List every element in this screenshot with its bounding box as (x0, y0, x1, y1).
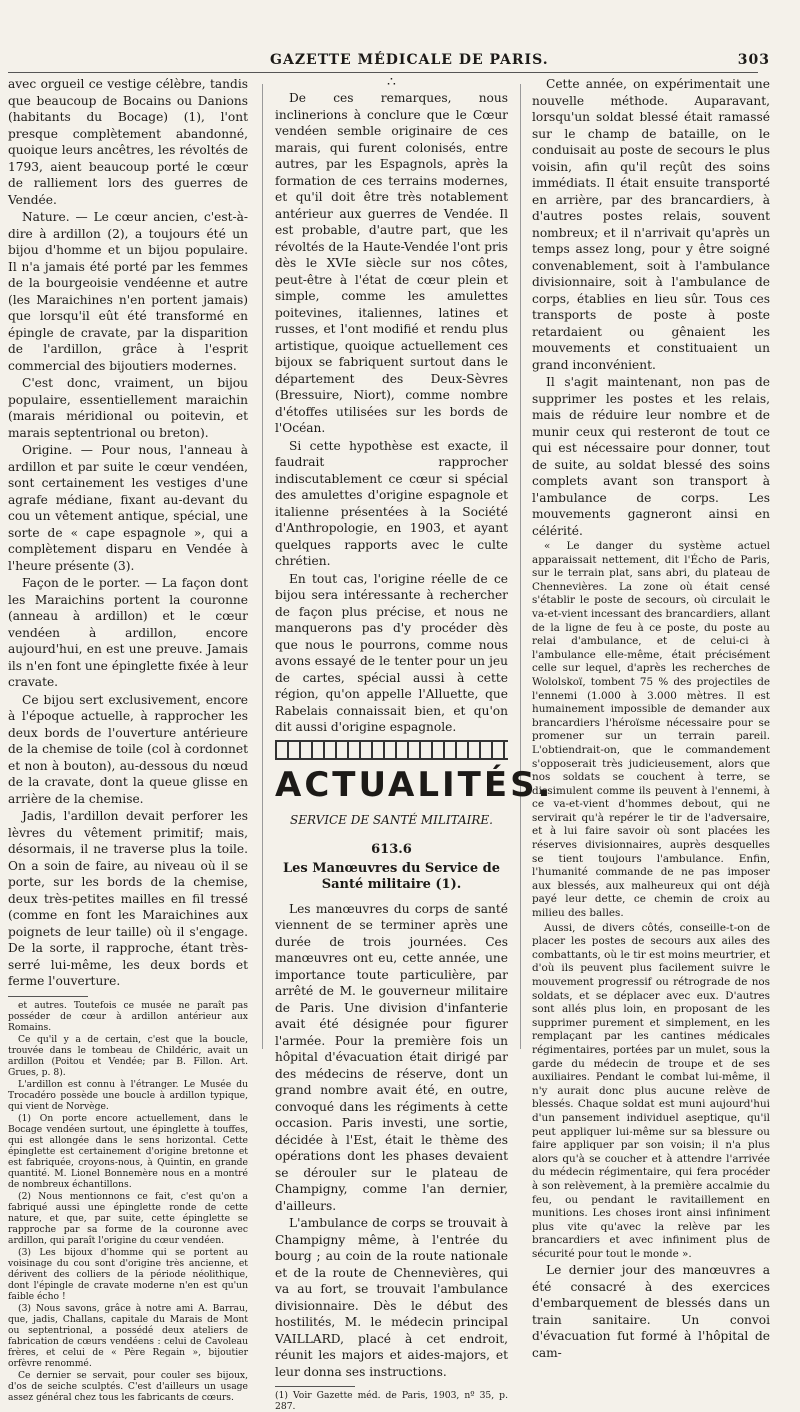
column-left (8, 76, 248, 1404)
quotation-block (532, 540, 770, 1261)
paragraph: Ce bijou sert exclusivement, encore à l'époque actuelle, à rapprocher les deux bords de l'ouverture antérieure de la chemise de toile (col à cordonnet et non à bouton), au-dessous du nœud de la cravate, dont la queue glisse en arrière de la chemise. (8, 692, 248, 806)
journal-title: GAZETTE MÉDICALE DE PARIS. (270, 52, 549, 68)
section-separator-dots: ∴ (387, 74, 396, 90)
column-divider (262, 84, 263, 1049)
section-title: ACTUALITÉS. (275, 764, 554, 805)
paragraph: De ces remarques, nous inclinerions à conclure que le Cœur vendéen semble originaire de ces marais, qui furent colonisés, entre autres, par les Espagnols, après la formation de ces terrains modernes, et qu'il doit être très notablement antérieur aux guerres de Vendée. Il est probable, d'autre part, que les révoltés de la Haute-Vendée l'ont pris dès le XVIe siècle sur nos côtes, peut-être à l'état de cœur plein et simple, comme les amulettes poitevines, italiennes, latines et russes, et l'ont modifié et rendu plus artistique, quoique actuellement ces bijoux se fabriquent surtout dans le département des Deux-Sèvres (Bressuire, Niort), comme nombre d'étoffes utilisées sur les bords de l'Océan. (275, 91, 508, 435)
article-number: 613.6 (371, 842, 412, 857)
footnote: (1) Voir Gazette méd. de Paris, 1903, nº 35, p. 287. (275, 1390, 508, 1412)
footnote: (3) Nous savons, grâce à notre ami A. Barrau, que, jadis, Challans, capitale du Marais de Mont ou septentrional, a possédé deux ateliers de fabrication de cœurs vendéens : celui de Cavoleau frères, et celui de « Père Regain », bijoutier orfèvre renommé. (8, 1302, 248, 1369)
page-number: 303 (737, 52, 770, 68)
footnote: Ce dernier se servait, pour couler ses bijoux, d'os de seiche sculptés. C'est d'ailleurs un usage assez général chez tous les fabricants de cœurs. (8, 1369, 248, 1403)
section-subtitle: SERVICE DE SANTÉ MILITAIRE. (289, 812, 493, 827)
footnote: (2) Nous mentionnons ce fait, c'est qu'on a fabriqué aussi une épinglette ronde de cette nature, et que, par suite, cette épinglette se rapproche par sa forme de la couronne avec ardillon, qui paraît l'origine du cœur vendéen. (8, 1190, 248, 1246)
ornamental-band (275, 740, 508, 760)
paragraph: Jadis, l'ardillon devait perforer les lèvres du vêtement primitif; mais, désormais, il ne traverse plus la toile. On a soin de faire, au niveau où il se porte, sur les bords de la chemise, deux très-petites mailles en fil tressé (comme en font les Maraichines aux poignets de leur taille) où il s'engage. De la sorte, il rapproche, étant très-serré lui-même, les deux bords et ferme l'ouverture. (8, 809, 248, 988)
footnotes (8, 1000, 248, 1403)
paragraph: Cette année, on expérimentait une nouvelle méthode. Auparavant, lorsqu'un soldat blessé était ramassé sur le champ de bataille, on le conduisait au poste de secours le plus voisin, afin qu'il reçût des soins immédiats. Il était ensuite transporté en arrière, par des brancardiers, à d'autres postes relais, souvent nombreux; et il n'arrivait qu'après un temps assez long, pour y être soigné convenablement, soit à l'ambulance divisionnaire, soit à l'ambulance de corps, établies en lieu sûr. Tous ces transports de poste à poste retardaient ou gênaient les mouvements et constituaient un grand inconvénient. (532, 77, 770, 372)
header-rule (8, 72, 758, 73)
paragraph: L'ambulance de corps se trouvait à Champigny même, à l'entrée du bourg ; au coin de la route nationale et de la route de Chennevières, qui va au fort, se trouvait l'ambulance divisionnaire. Dès le début des hostilités, M. le médecin principal VAILLARD, placé à cet endroit, réunit les majors et aides-majors, et leur donna ses instructions. (275, 1216, 508, 1379)
article-title: Les Manœuvres du Service de Santé militaire (1). (283, 860, 500, 892)
paragraph: Façon de le porter. — La façon dont les Maraichins portent la couronne (anneau à ardillon) et le cœur vendéen à ardillon, encore aujourd'hui, en est une preuve. Jamais ils n'en font une épinglette fixée à leur cravate. (8, 576, 248, 689)
paragraph: Origine. — Pour nous, l'anneau à ardillon et par suite le cœur vendéen, sont certainement les vestiges d'une agrafe médiane, fixant au-devant du cou un vêtement antique, spécial, une sorte de « cape espagnole », qui a complètement disparu en Vendée à l'heure présente (3). (8, 443, 248, 573)
running-header (240, 52, 770, 70)
paragraph: Il s'agit maintenant, non pas de supprimer les postes et les relais, mais de réduire leur nombre et de munir ceux qui resteront de tout ce qui est nécessaire pour donner, tout de suite, au soldat blessé des soins complets avant son transport à l'ambulance de corps. Les mouvements gagneront ainsi en célérité. (532, 375, 770, 538)
paragraph: Les manœuvres du corps de santé viennent de se terminer après une durée de trois journées. Ces manœuvres ont eu, cette année, une importance toute particulière, par arrêté de M. le gouverneur militaire de Paris. Une division d'infanterie avait été désignée pour figurer l'armée. Pour la première fois un hôpital d'évacuation était dirigé par des médecins de réserve, dont un grand nombre avait été, en outre, convoqué dans les régiments à cette occasion. Paris investi, une sortie, décidée à l'Est, était le thème des opérations dont les phases devaient se dérouler sur le plateau de Champigny, comme l'an dernier, d'ailleurs. (275, 901, 508, 1213)
quote-paragraph: Aussi, de divers côtés, conseille-t-on de placer les postes de secours aux ailes des combattants, où le tir est moins meurtrier, et d'où ils peuvent plus facilement suivre le mouvement progressif ou rétrograde de nos soldats, et se déplacer avec eux. D'autres sont allés plus loin, en proposant de les supprimer purement et simplement, en les remplaçant par les cantines médicales régimentaires, portées par un mulet, sous la garde du médecin de troupe et de ses auxiliaires. Pendant le combat lui-même, il n'y aurait donc plus aucune relève de blessés. Chaque soldat est muni aujourd'hui d'un pansement individuel aseptique, qu'il peut appliquer lui-même sur sa blessure ou faire appliquer par son voisin; il n'a plus alors qu'à se coucher et à attendre l'arrivée du médecin régimentaire, qui fera procéder à son relèvement, à la première accalmie du feu, ou pendant le ravitaillement en munitions. Les choses iront ainsi infiniment plus vite qu'avec la relève par les brancardiers et avec infiniment plus de sécurité pour tout le monde ». (532, 921, 770, 1260)
quote-paragraph: « Le danger du système actuel apparaissait nettement, dit l'Écho de Paris, sur le terrain plat, sans abri, du plateau de Chennevières. La zone où était censé s'établir le poste de secours, où circulait le va-et-vient incessant des brancardiers, allant de la ligne de feu à ce poste, du poste au relai d'ambulance, et de celui-ci à l'ambulance elle-même, était précisément celle sur lequel, d'après les recherches de Wololskoï, tombent 75 % des projectiles de l'ennemi (1.000 à 3.000 mètres. Il est humainement impossible de demander aux brancardiers l'héroïsme nécessaire pour se promener sur un terrain pareil. L'obtiendrait-on, que le commandement s'opposerait très judicieusement, alors que nos soldats se couchent à terre, se dissimulent comme ils peuvent à l'ennemi, à ce va-et-vient d'hommes debout, qui ne servirait qu'à repérer le tir de l'adversaire, et à lui faire savoir où sont placées les réserves divisionnaires, auprès desquelles se tient toujours l'ambulance. Enfin, l'humanité commande de ne pas imposer aux blessés, aux malheureux qui ont déjà payé leur dette, ce chemin de croix au milieu des balles. (532, 540, 770, 920)
paragraph: Le dernier jour des manœuvres a été consacré à des exercices d'embarquement de blessés dans un train sanitaire. Un convoi d'évacuation fut formé à l'hôpital de cam- (532, 1263, 770, 1360)
column-divider (520, 84, 521, 1049)
footnote: et autres. Toutefois ce musée ne paraît pas posséder de cœur à ardillon antérieur aux Romains. (8, 999, 248, 1033)
paragraph: En tout cas, l'origine réelle de ce bijou sera intéressante à rechercher de façon plus précise, et nous ne manquerons pas d'y procéder dès que nous le pourrons, comme nous avons essayé de le tenter pour un jeu de cartes, spécial aussi à cette région, qu'on appelle l'Alluette, que Rabelais connaissait bien, et qu'on dit aussi d'origine espagnole. (275, 571, 508, 734)
footnote: Ce qu'il y a de certain, c'est que la boucle, trouvée dans le tombeau de Childéric, avait un ardillon (Poitou et Vendée; par B. Fillon. Art. Grues, p. 8). (8, 1033, 248, 1078)
footnote: (3) Les bijoux d'homme qui se portent au voisinage du cou sont d'origine très ancienne, et dérivent des colliers de la période néolithique, dont l'épingle de cravate moderne n'en est qu'un faible écho ! (8, 1246, 248, 1302)
column-right (532, 76, 770, 1362)
paragraph: avec orgueil ce vestige célèbre, tandis que beaucoup de Bocains ou Danions (habitants du Bocage) (1), l'ont presque complètement abandonné, quoique leurs ancêtres, les révoltés de 1793, aient beaucoup porté le cœur de ralliement lors des guerres de Vendée. (8, 77, 248, 207)
column-middle (275, 74, 554, 1412)
paragraph: C'est donc, vraiment, un bijou populaire, essentiellement maraichin (marais méridional ou poitevin, et marais septentrional ou breton). (8, 376, 248, 440)
footnote-rule (275, 1386, 355, 1387)
paragraph: Si cette hypothèse est exacte, il faudrait rapprocher indiscutablement ce cœur si spécial des amulettes d'origine espagnole et italienne présentées à la Société d'Anthropologie, en 1903, et ayant quelques rapports avec le culte chrétien. (275, 438, 508, 568)
footnote-rule (8, 996, 88, 997)
footnote: L'ardillon est connu à l'étranger. Le Musée du Trocadéro possède une boucle à ardillon typique, qui vient de Norvège. (8, 1078, 248, 1112)
paragraph: Nature. — Le cœur ancien, c'est-à-dire à ardillon (2), a toujours été un bijou d'homme et un bijou populaire. Il n'a jamais été porté par les femmes de la bourgeoisie vendéenne et autre (les Maraichines n'en portent jamais) que lorsqu'il eût été transformé en épingle de cravate, par la disparition de l'ardillon, grâce à l'esprit commercial des bijoutiers modernes. (8, 210, 248, 373)
footnote: (1) On porte encore actuellement, dans le Bocage vendéen surtout, une épinglette à touffes, qui est allongée dans le sens horizontal. Cette épinglette est certainement d'origine bretonne et est fabriquée, croyons-nous, à Quintin, en grande quantité. M. Lionel Bonnemère nous en a montré de nombreux échantillons. (8, 1112, 248, 1190)
